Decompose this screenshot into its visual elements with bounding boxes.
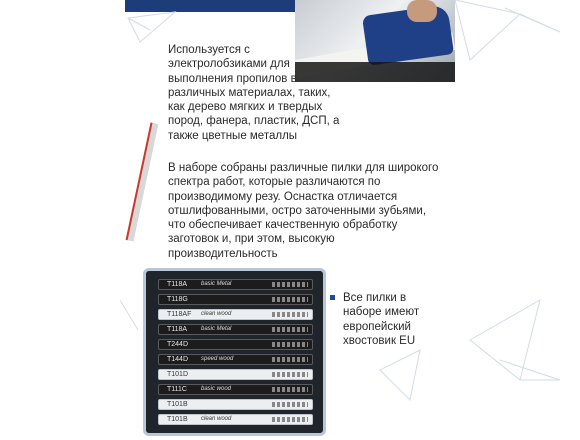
blade-item: T118G	[158, 294, 313, 305]
blade-item: T118A basic Metal	[158, 279, 313, 290]
blade-item: T118A basic Metal	[158, 324, 313, 335]
blade-item: T111C basic wood	[158, 384, 313, 395]
description-text-2: В наборе собраны различные пилки для широкого спектра работ, которые различаются по производимому резу. Оснастка отличается отшлифованными, остро заточенными зубьями, что обеспечивает качественную обработку заготовок и, при этом, высокую производительность	[168, 162, 439, 260]
bullet-square-icon	[330, 295, 335, 300]
blade-item: T101D	[158, 369, 313, 380]
blade-item: T144D speed wood	[158, 354, 313, 365]
description-text-1: Используется с электролобзиками для выполнения пропилов в различных материалах, таких, как дерево мягких и твердых пород, фанера, пластик, ДСП, а также цветные металлы	[168, 44, 340, 142]
hand	[407, 0, 437, 22]
blade-item: T118AF clean wood	[158, 309, 313, 320]
feature-bullet-text: Все пилки в наборе имеют европейский хвостовик EU	[343, 292, 420, 347]
blade-item: T101B	[158, 399, 313, 410]
blade-item: T244D	[158, 339, 313, 350]
blade-item: T101B clean wood	[158, 414, 313, 425]
blade-set-case	[143, 268, 326, 436]
